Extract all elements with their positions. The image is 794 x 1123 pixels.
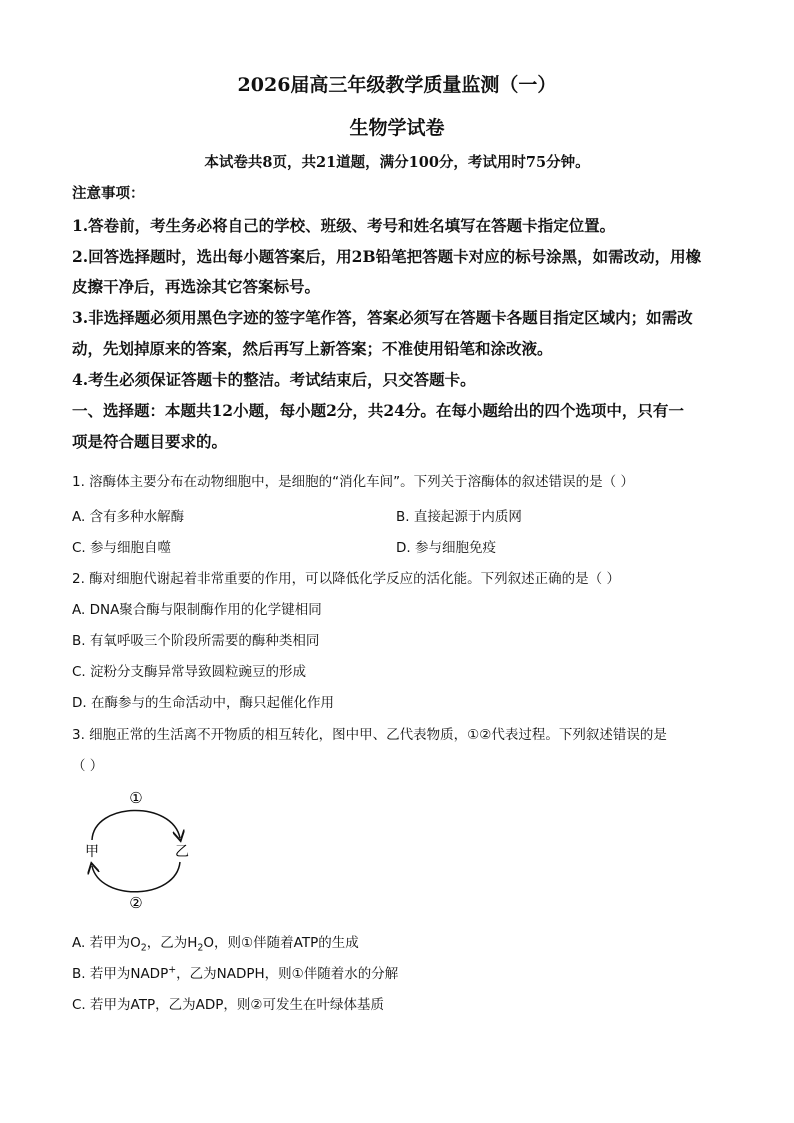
- process-2-arrow: [92, 862, 180, 892]
- notice-item-3-line-2: 动，先划掉原来的答案，然后再写上新答案；不准使用铅笔和涂改液。: [72, 339, 553, 358]
- notice-item-4: 4.考生必须保证答题卡的整洁。考试结束后，只交答题卡。: [72, 370, 476, 389]
- question-1-option-a: A. 含有多种水解酶: [72, 509, 185, 525]
- substance-yi-label: 乙: [175, 844, 189, 860]
- process-1-label: ①: [129, 789, 143, 807]
- exam-subtitle: 生物学试卷: [349, 117, 445, 139]
- question-1-option-c: C. 参与细胞自噬: [72, 540, 172, 556]
- question-3-option-b: B. 若甲为NADP+，乙为NADPH，则①伴随着水的分解: [72, 964, 399, 982]
- question-2-option-d: D. 在酶参与的生命活动中，酶只起催化作用: [72, 695, 334, 711]
- question-3-option-a: A. 若甲为$O_2$，乙为$H_2O$，则①伴随着ATP的生成: [72, 935, 359, 954]
- notice-item-1: 1.答卷前，考生务必将自己的学校、班级、考号和姓名填写在答题卡指定位置。: [72, 216, 616, 235]
- question-2-option-c: C. 淀粉分支酶异常导致圆粒豌豆的形成: [72, 664, 307, 680]
- question-1-option-b: B. 直接起源于内质网: [396, 509, 522, 525]
- section-heading-line-1: 一、选择题：本题共12小题，每小题2分，共24分。在每小题给出的四个选项中，只有一: [72, 401, 684, 420]
- exam-title: 2026届高三年级教学质量监测（一）: [237, 74, 557, 96]
- question-3-stem: 3. 细胞正常的生活离不开物质的相互转化，图中甲、乙代表物质，①②代表过程。下列叙述错误的是: [72, 727, 667, 743]
- question-3-answer-paren: （ ）: [72, 758, 104, 774]
- question-2-stem: 2. 酶对细胞代谢起着非常重要的作用，可以降低化学反应的活化能。下列叙述正确的是（ ）: [72, 571, 620, 587]
- conversion-cycle-diagram: [72, 782, 212, 916]
- notice-item-3-line-1: 3.非选择题必须用黑色字迹的签字笔作答，答案必须写在答题卡各题目指定区域内；如需改: [72, 308, 693, 327]
- process-1-arrow: [92, 810, 180, 840]
- question-3-option-c: C. 若甲为ATP，乙为ADP，则②可发生在叶绿体基质: [72, 997, 384, 1013]
- section-heading-line-2: 项是符合题目要求的。: [72, 432, 228, 451]
- exam-info: 本试卷共8页，共21道题，满分100分，考试用时75分钟。: [204, 154, 590, 171]
- notice-heading: 注意事项：: [72, 185, 145, 202]
- substance-jia-label: 甲: [85, 844, 99, 860]
- process-2-label: ②: [129, 894, 143, 912]
- notice-item-2-line-1: 2.回答选择题时，选出每小题答案后，用2B铅笔把答题卡对应的标号涂黑，如需改动，用橡: [72, 247, 702, 266]
- question-2-option-b: B. 有氧呼吸三个阶段所需要的酶种类相同: [72, 633, 320, 649]
- question-2-option-a: A. DNA聚合酶与限制酶作用的化学键相同: [72, 602, 322, 618]
- question-1-option-d: D. 参与细胞免疫: [396, 540, 496, 556]
- question-1-stem: 1. 溶酶体主要分布在动物细胞中，是细胞的“消化车间”。下列关于溶酶体的叙述错误的是（ ）: [72, 474, 634, 490]
- notice-item-2-line-2: 皮擦干净后，再选涂其它答案标号。: [72, 277, 321, 296]
